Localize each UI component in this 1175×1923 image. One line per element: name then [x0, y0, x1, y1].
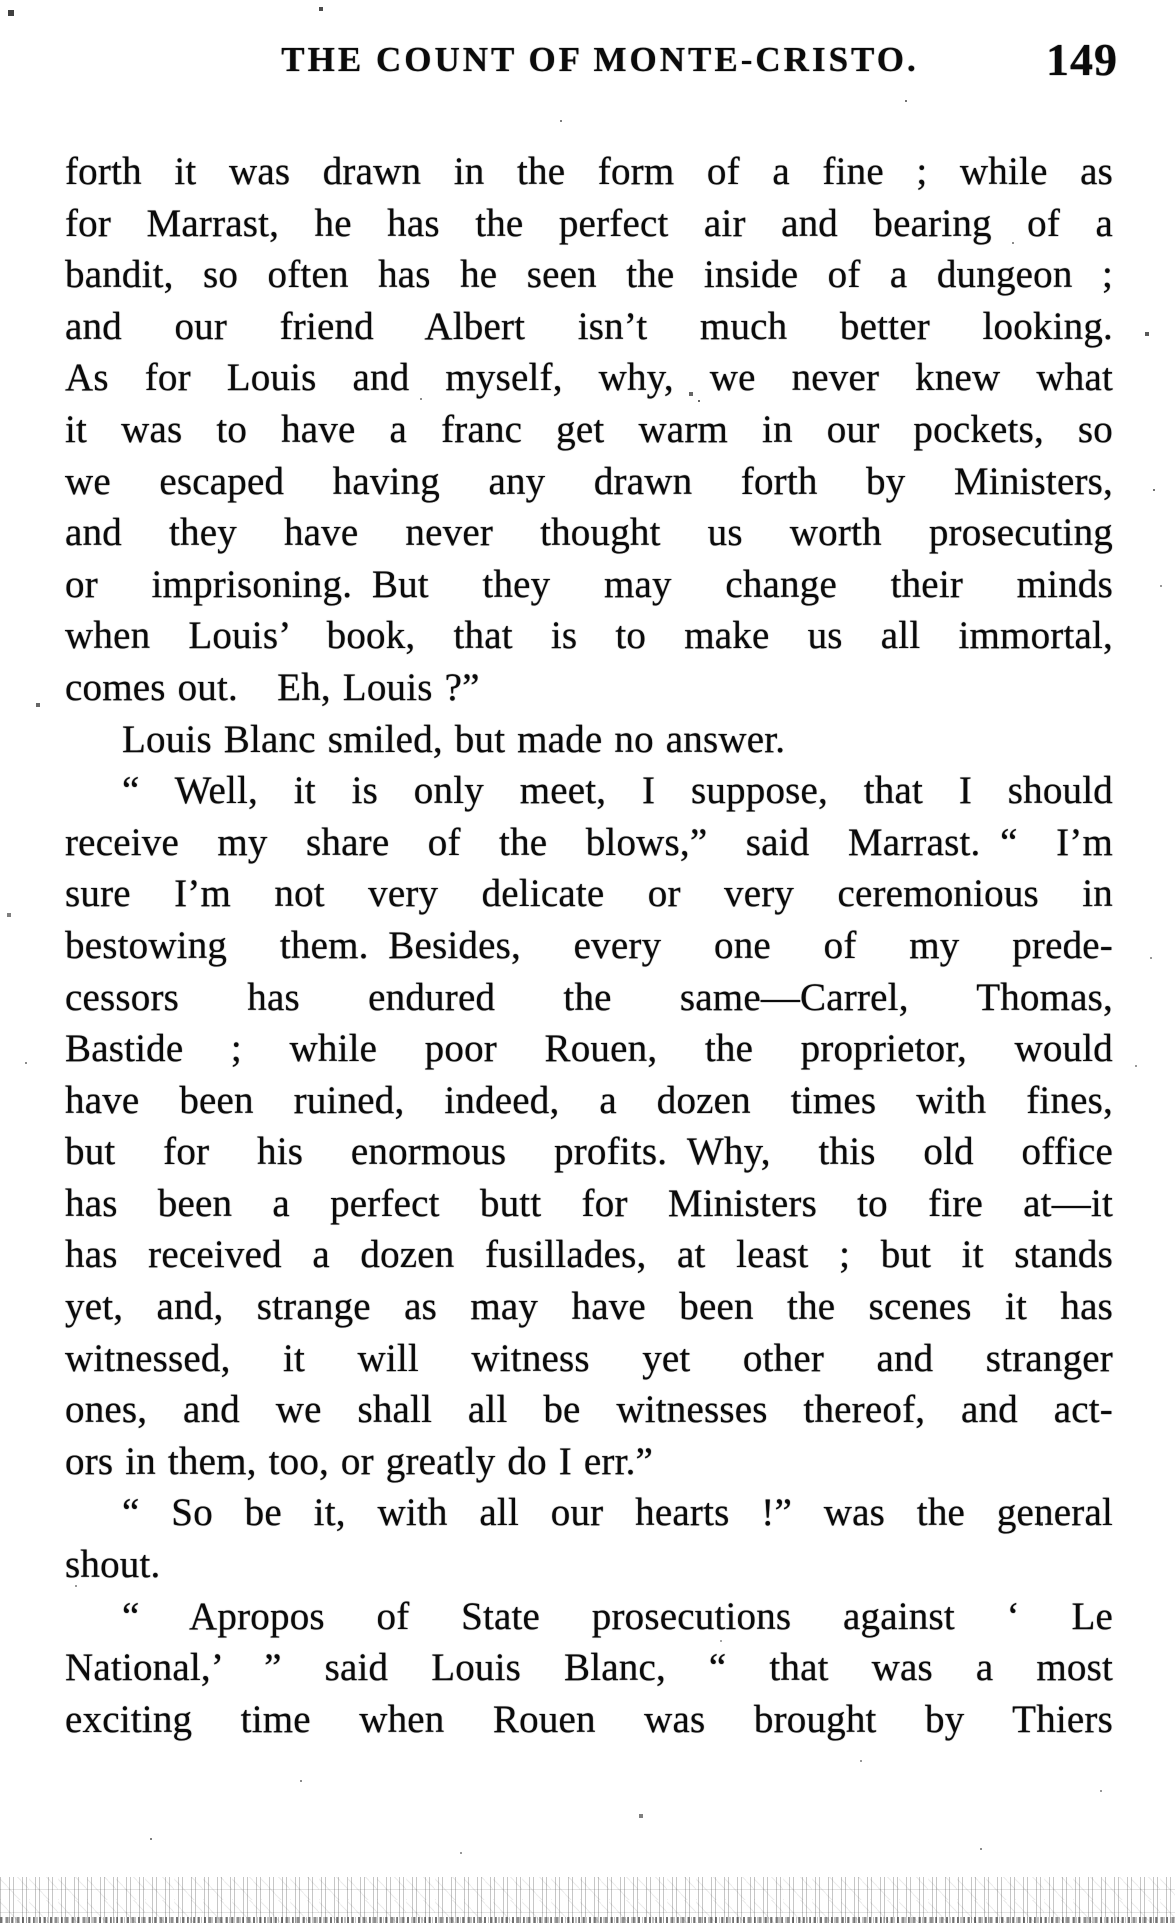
text-line: when Louis’ book, that is to make us all immortal,	[65, 614, 1113, 658]
text-line: witnessed, it will witness yet other and stranger	[65, 1336, 1113, 1380]
text-line: receive my share of the blows,” said Marrast. “ I’m	[65, 820, 1113, 864]
text-line: has been a perfect butt for Ministers to fire at—it	[65, 1181, 1113, 1225]
page-number: 149	[1046, 34, 1118, 85]
text-line: ones, and we shall all be witnesses thereof, and act-	[65, 1388, 1113, 1432]
text-line: it was to have a franc get warm in our pockets, so	[65, 407, 1113, 451]
text-line: ors in them, too, or greatly do I err.”	[65, 1439, 654, 1483]
text-line: exciting time when Rouen was brought by Thiers	[65, 1697, 1113, 1741]
text-line: Bastide ; while poor Rouen, the proprietor, would	[65, 1027, 1113, 1071]
text-line: yet, and, strange as may have been the scenes it has	[65, 1285, 1113, 1329]
text-line: but for his enormous profits. Why, this old office	[65, 1130, 1113, 1174]
scan-noise-band	[0, 1877, 1175, 1923]
text-line: “ Well, it is only meet, I suppose, that I should	[122, 769, 1113, 813]
text-line: comes out. Eh, Louis ?”	[65, 665, 480, 709]
text-line: bandit, so often has he seen the inside of a dungeon ;	[65, 253, 1113, 297]
scan-speckles	[0, 0, 2, 2]
text-line: forth it was drawn in the form of a fine ; while as	[65, 150, 1113, 193]
text-line: or imprisoning. But they may change their minds	[65, 562, 1113, 606]
text-line: shout.	[65, 1543, 161, 1587]
text-line: “ Apropos of State prosecutions against ‘ Le	[122, 1594, 1113, 1638]
text-line: has received a dozen fusillades, at least ; but it stands	[65, 1233, 1113, 1277]
text-line: National,’ ” said Louis Blanc, “ that was a most	[65, 1646, 1113, 1690]
body-text	[65, 146, 1113, 1745]
text-line: and they have never thought us worth prosecuting	[65, 511, 1113, 555]
text-line: As for Louis and myself, why, we never knew what	[65, 356, 1113, 400]
text-line: cessors has endured the same—Carrel, Thomas,	[65, 975, 1113, 1019]
running-title: THE COUNT OF MONTE-CRISTO.	[281, 40, 919, 79]
text-line: bestowing them. Besides, every one of my prede-	[65, 923, 1113, 967]
text-line: we escaped having any drawn forth by Ministers,	[65, 459, 1113, 503]
text-line: sure I’m not very delicate or very ceremonious in	[65, 872, 1113, 916]
text-line: have been ruined, indeed, a dozen times with fines,	[65, 1078, 1113, 1122]
text-line: and our friend Albert isn’t much better looking.	[65, 304, 1113, 348]
text-line: Louis Blanc smiled, but made no answer.	[122, 717, 786, 761]
text-line: “ So be it, with all our hearts !” was the general	[122, 1491, 1113, 1535]
text-line: for Marrast, he has the perfect air and bearing of a	[65, 201, 1113, 245]
